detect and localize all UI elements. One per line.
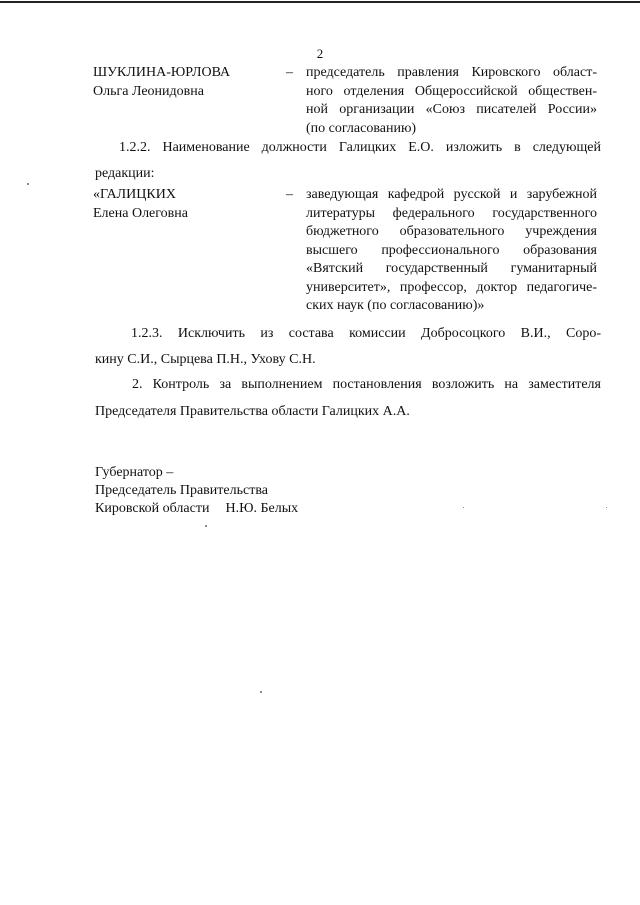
- paragraph-item-2: [95, 376, 601, 421]
- dash-separator: –: [286, 65, 293, 80]
- signature-title-line: [95, 500, 298, 518]
- signature-title-line: Председатель Правительства: [95, 483, 268, 498]
- scan-speck: [205, 525, 207, 527]
- signatory-name: Н.Ю. Белых: [225, 501, 299, 516]
- scan-speck: [606, 507, 607, 508]
- member-position: [306, 64, 597, 138]
- member-name: [93, 186, 273, 223]
- page-number: 2: [316, 46, 324, 61]
- member-given-names: Ольга Леонидовна: [93, 83, 204, 99]
- paragraph-line: редакции:: [95, 166, 155, 181]
- scan-speck: [260, 691, 262, 693]
- position-line: ной организации «Союз писателей России»: [306, 102, 597, 117]
- scan-speck: [27, 183, 29, 185]
- position-line: литературы федерального государственного: [306, 205, 597, 221]
- signature-title-line: Губернатор –: [95, 465, 174, 480]
- position-line: «Вятский государственный гуманитарный: [306, 261, 597, 276]
- paragraph-line: 1.2.2. Наименование должности Галицких Е.О. изложить в следующей: [119, 140, 601, 155]
- member-surname: «ГАЛИЦКИХ: [93, 187, 176, 202]
- position-line: ских наук (по согласованию)»: [306, 298, 485, 313]
- position-line: (по согласованию): [306, 120, 417, 136]
- position-line: заведующая кафедрой русской и зарубежной: [306, 187, 597, 202]
- dash-separator: –: [286, 187, 293, 202]
- scan-speck: [463, 507, 464, 508]
- paragraph-item-1-2-2: [95, 139, 601, 183]
- paragraph-line: 2. Контроль за выполнением постановления возложить на заместителя: [132, 377, 601, 392]
- top-border-line: [0, 1, 640, 3]
- position-line: высшего профессионального образования: [306, 242, 597, 258]
- member-surname: ШУКЛИНА-ЮРЛОВА: [93, 65, 231, 80]
- position-line: председатель правления Кировского област-: [306, 65, 597, 80]
- paragraph-line: Председателя Правительства области Галицких А.А.: [95, 404, 410, 419]
- paragraph-item-1-2-3: [95, 325, 601, 369]
- member-given-names: Елена Олеговна: [93, 205, 188, 221]
- member-name: [93, 64, 273, 101]
- member-position: [306, 186, 597, 316]
- paragraph-line: кину С.И., Сырцева П.Н., Ухову С.Н.: [95, 352, 316, 367]
- signature-block: [95, 464, 298, 518]
- signature-region: Кировской области: [95, 501, 210, 516]
- position-line: университет», профессор, доктор педагогиче-: [306, 279, 597, 295]
- position-line: ного отделения Общероссийской обществен-: [306, 83, 597, 99]
- paragraph-line: 1.2.3. Исключить из состава комиссии Добросоцкого В.И., Соро-: [131, 326, 601, 341]
- position-line: бюджетного образовательного учреждения: [306, 224, 597, 239]
